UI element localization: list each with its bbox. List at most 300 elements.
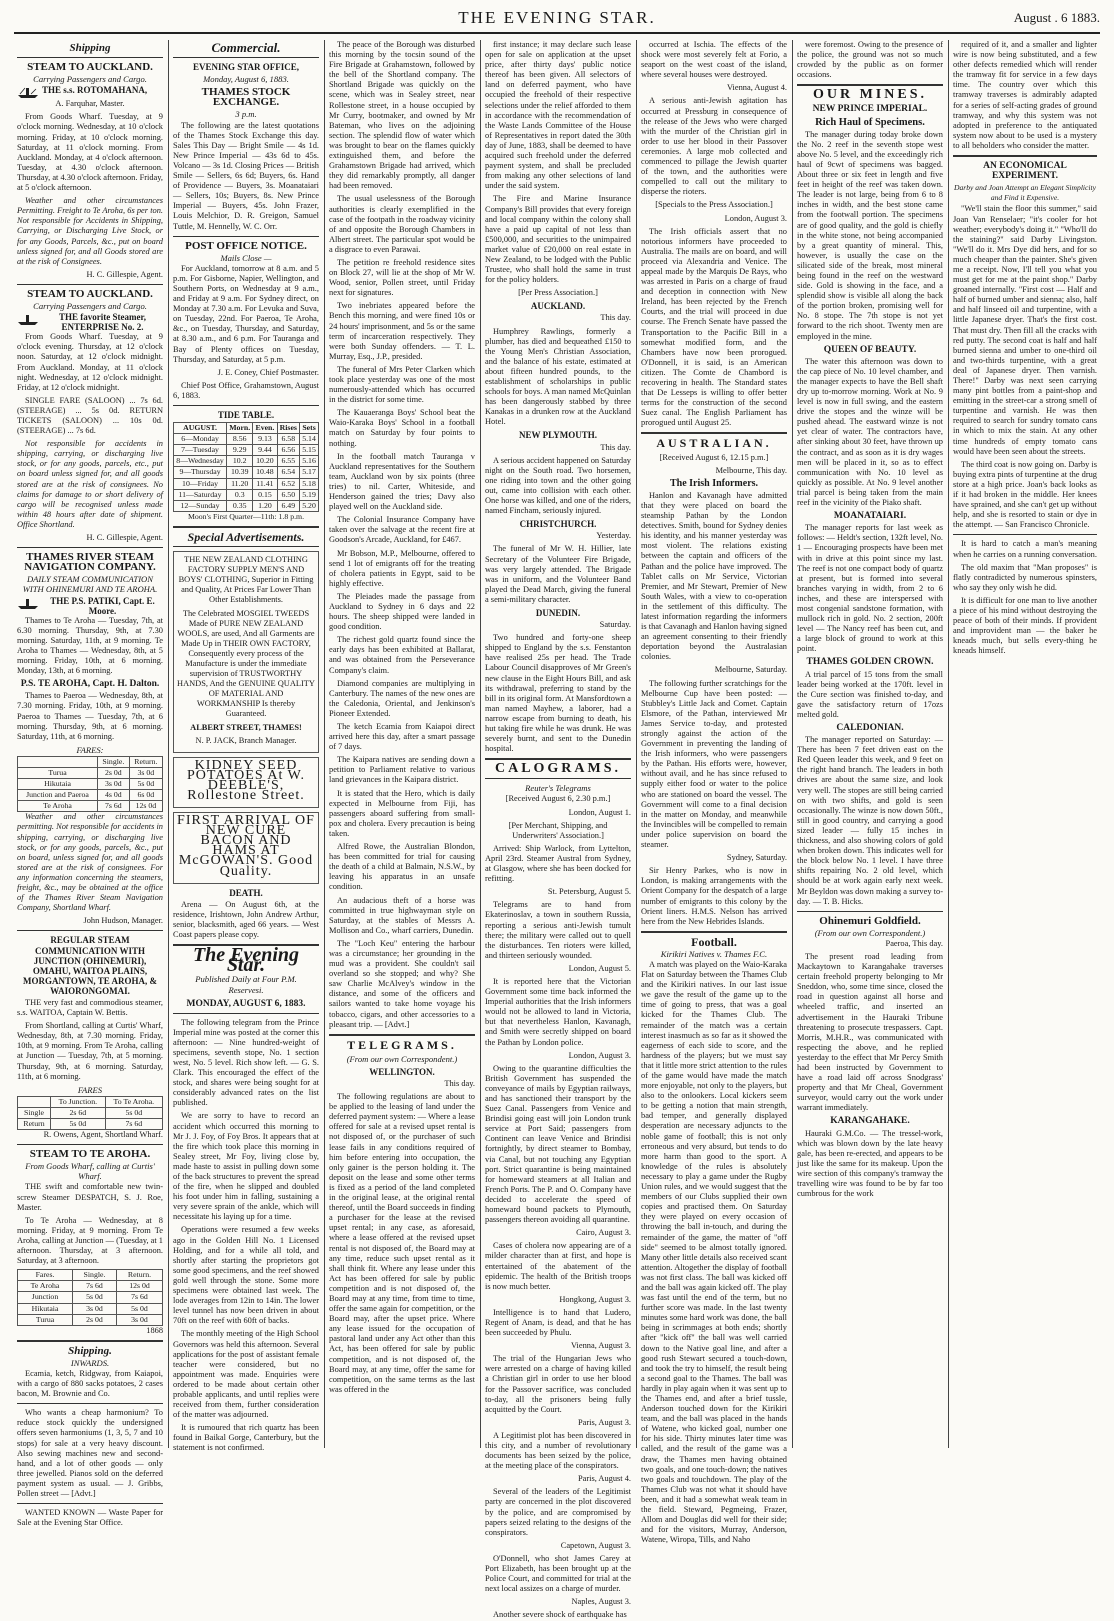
fares-row-cell: 5s 0d [129,779,162,790]
fares-row-cell: 6s 0d [129,790,162,801]
fares-row-cell: 12s 0d [116,1281,162,1292]
goldfield-report: Hauraki G.M.Co. — The tressel-work, which was blown down by the late heavy gale, has been re-erected, and appears to be just like the same for its makeup. Upon the wire section of this company's tramway the travelling wire was found to be by far too cumbrous for the work [797,1128,943,1199]
news-paragraph: Two inebriates appeared before the Bench this morning, and were fined 10s or 24 hours' imprisonment, and 5s or the same term of incarceration respectively. They were both Sunday offenders. — T. L. Murray, Esq., J.P., presided. [329,301,475,361]
fares-row-cell: 5s 0d [116,1303,162,1314]
issue-date: August . 6 1883. [1013,10,1100,25]
football-report: A match was played on the Waio-Karaka Flat on Saturday between the Thames Club and the Kirikiri natives. In our last issue we gave the result of the game up to the time of going to press, that was a goal kicked for the Thames Club. The remainder of the match was a certain interest inasmuch as so far as it showed the eagerness of each side to score, and the hardness of the players; but we must say that it little more strict attention to the rules of the game would have made the match more enjoyable, not only to the players, but also to the onlookers. Local kickers seem to be getting a notion that main strength, bad temper, and generally displayed desperation are necessary adjuncts to the noble game of football; this is not only erroneous and very absurd, but tends to do more harm than good to the sport. A knowledge of the rules is absolutely necessary to play a game under the Rugby Union rules, and we would suggest that the members of our Clubs supplied their own copies and practised them. On Saturday they were played on every occasion of throwing the ball in-touch, and during the remainder of the game, the matter of "off side" seemed to be almost totally ignored. Many other little details also received scant attention. Altogether the display of football was not first class. The ball was kicked off and the ball was again kicked off. The play was fast until the end of the term, but no further score was made. In the last twenty minutes some hard work was done, the ball being in scrimmages at both ends; shortly after "kick off" the ball was well carried down to the Native goal line, and after a good rush Stewart secured a touch-down, and took the try to himself, the result being a second goal to the Thames. The ball was hardly in play again when it was sent up to the Thames end, and after a brief tussle, Anderson touched down for the Kirikiri team, and the ball was placed in the hands of Watene, who kicked goal, number one for his side. Thirty minutes later time was called, and the result of the game was a draw, the Thames men having obtained two goals, and one touch-down; the natives two goals and touchdown. The play of the Thames Club was not what it should have been, and it had a somewhat weak team in the field. Steward, Pegmeing, Frazer, Allom and Douglas did well for their side; and for the visitors, Murray, Anderson, Watene, Wiropa, Tills, and Naho [641,959,787,1545]
tide-row-cell: 0.3 [227,489,253,500]
column-1 [14,40,166,1528]
mine-heading: QUEEN OF BEAUTY. [823,344,917,355]
cable-text: The following further scratchings for the Melbourne Cup have been posted: — Stubbley's Little Jack and Comet. Captain Elsmore, of the Pathan, interviewed Mr James Service to-day, and protested strongly against the action of the Government in preventing the landing of the Irish informers, who were passengers by the Pathan. His efforts were, however, without avail, and he has since refused to supply either food or water to the police who are stationed on board the vessel. The Government will come to a final decision in the matter on Monday, and meanwhile the Invincibles will be compelled to remain under police supervision on board the steamer. [641,678,787,850]
dateline-place: DUNEDIN. [535,607,581,618]
tide-row-cell: 7—Tuesday [174,445,227,456]
received-time: [Received August 6, 2.30 p.m.] [505,794,611,804]
office-date: Monday, August 6, 1883. [203,74,289,85]
paper-nameplate: The Evening Star. [192,944,300,977]
dateline: Hongkong, August 3. [559,1294,631,1304]
news-paragraph: The Pleiades made the passage from Auckland to Sydney in 6 days and 22 hours. The sheep shipped were landed in good condition. [329,591,475,632]
mine-heading: NEW PRINCE IMPERIAL. [812,104,928,115]
tide-row-cell: 12—Sunday [174,500,227,511]
cable-text: Arrived: Ship Warlock, from Lyttelton, April 23rd. Steamer Austral from Sydney, at Glasgow, where she has been docked for refitting. [485,843,631,884]
fares-table [17,1096,163,1130]
football-heading: Football. [691,934,737,949]
death-notice: Arena — On August 6th, at the residence, Irishtown, John Andrew Arthur, senior, blacksmith, aged 66 years. — West Coast papers please copy. [173,899,319,940]
tide-header-row [174,423,319,434]
mine-report: A trial parcel of 15 tons from the small leader being worked at the 170ft. level in the Cure section was finished to-day, and gave the satisfactory return of 17ozs melted gold. [797,669,943,719]
agent: John Hudson, Manager. [83,916,163,926]
tide-row-cell: 10.39 [227,467,253,478]
tide-row-cell: 6.49 [277,500,300,511]
telegram-text: Humphrey Rawlings, formerly a plumber, has died and bequeathed £150 to the Young Men's Christian Association, and the balance of his estate, estimated at about fifteen hundred pounds, to the establishment of scholarships in public schools for boys. A man named McQuinlan has been dangerously stabbed by three Kanakas in a drunken row at the Auckland Hotel. [485,326,631,427]
harmonium-ad: Who wants a cheap harmonium? To reduce stock quickly the undersigned offers seven harmoniums (1, 3, 5, 7 and 10 stops) for sale at a very heavy discount. Also sewing machines new and second-hand, and a lot of other goods — only three jewelled. Pianos sold on the deferred payment system as usual. — J. Gribbs, Pollen street — [Advt.] [17,1408,163,1498]
leader-paragraph: We are sorry to have to record an accident which occurred this morning to Mr J. J. Foy, of Foy Bros. It appears that at the fire which took place this morning in Sealey street, Mr Foy, living close by, made haste to assist in pulling down some of the back structures to prevent the spread of the fire, when he slipped and doubled his foot under him in falling, sustaining a very severe sprain of the ankle, which will necessitate his laying up for a time. [173,1111,319,1222]
ship-name: THE swift and comfortable new twin-screw Steamer DESPATCH, S. J. Roe, Master. [17,1182,163,1212]
tide-row-cell: 9.29 [227,445,253,456]
mosgiel-ad-text: The Celebrated MOSGIEL TWEEDS Made of PURE NEW ZEALAND WOOLS, are used, And all Garments are Made Up in THEIR OWN FACTORY, Consequently every process of the Manufacture is under the immediate supervision of TRUSTWORTHY HANDS, And the GENUINE QUALITY OF MATERIAL AND WORKMANSHIP Is thereby Guaranteed. [177,608,315,719]
tide-row [174,445,319,456]
tide-row-cell: 6.55 [277,456,300,467]
fares-row [18,779,163,790]
telegram-text: The funeral of Mr W. H. Hillier, late Secretary of the Volunteer Fire Brigade, was very largely attended. The Brigade was in uniform, and the Volunteer Band played the Dead March, giving the funeral a semi-military character. [485,544,631,604]
schedule: To Te Aroha — Wednesday, at 8 morning. Friday, at 9 morning. From Te Aroha, calling at Junction — (Tuesday, at 1 afternoon. Thursday, at 3 afternoon. Saturday, at 3 afternoon. [17,1215,163,1266]
fares-row-cell: Turua [18,1314,73,1325]
fares-row-cell: 3s 0d [73,1303,117,1314]
fares-row-cell: Te Aroha [18,1281,73,1292]
football-report: were foremost. Owing to the presence of the police, the ground was not so much crowded by the public as on former occasions. [797,40,943,80]
tide-row-cell: 9.44 [253,445,277,456]
dateline-day: Yesterday. [596,531,631,541]
fares-table [17,756,163,812]
ad-note: Not responsible for accidents in shipping, carrying, or discharging live stock, or for any goods, parcels, etc., put on board unless signed for, and all goods stored are at the risk of consignees. No claims for damage to or short delivery of cargo will be recognised unless made within 48 hours after date of shipment. Office Shortland. [17,439,163,529]
publication-note: Published Daily at Four P.M. [195,974,297,985]
tide-row-cell: 5.15 [300,445,319,456]
ad-title: THAMES RIVER STEAM NAVIGATION COMPANY. [24,551,156,574]
stock-time: 3 p.m. [235,109,257,120]
fares-row-cell: 7s 6d [116,1292,162,1303]
fares-row-cell: 7s 6d [98,801,130,812]
news-paragraph: An audacious theft of a horse was committed in true highwayman style on Saturday, at the stables of Messrs A. Mollison and Co., wharf carriers, Dunedin. [329,895,475,935]
goldfield-report: required of it, and a smaller and lighter wire is now being substituted, and a few other defects remedied which will render the tramway fit for service in a few days time. The country over which this tramway traverses is admirably adapted for a series of self-acting grades of ground tramway, and why this system was not adopted in preference to the antiquated system now about to be used is a mystery to all beholders who consider the matter. [953,40,1097,150]
tide-row-cell: 6.50 [277,489,300,500]
fares-row [18,1096,163,1107]
mine-report: The manager reports for last week as follows: — Heldt's section, 132ft level, No. 1 — Encouraging prospects have been met with in drive at this point since my last. The reef is not one compact body of quartz at present, but is formed into several branches varying in width, from 2 to 6 inches, and these are interspersed with most congenial sandstone formation, with mullock rich in gold. No. 2 section, 200ft level — The Nancy reef has been cut, and a large block of ground to work at this point. [797,523,943,654]
cable-text: A serious anti-Jewish agitation has occurred at Pressburg in consequence of the release of the Jews who were charged with the murder of the Christian girl in order to use her blood in their Passover ceremonies. A large mob collected and commenced to pillage the Jewish quarter of the town, and the authorities were compelled to call out the military to disperse the rioters. [641,96,787,197]
tide-row [174,434,319,445]
cable-text: Another severe shock of earthquake has [493,1610,627,1620]
tide-row [174,500,319,511]
leader-date: MONDAY, AUGUST 6, 1883. [186,998,306,1009]
post-office-place: Chief Post Office, Grahamstown, August 6, 1883. [173,380,319,400]
agent: H. C. Gillespie, Agent. [86,533,163,543]
fares-row-cell: Return. [116,1270,162,1281]
telegram-text: A serious accident happened on Saturday night on the South road. Two horsemen, one riding into town and the other going out, came into collision with each other. One horse was killed, and one of the riders, named Fincham, seriously injured. [485,455,631,516]
dateline-place: CHRISTCHURCH. [519,519,597,530]
death-heading: DEATH. [229,887,263,898]
seed-potatoes-ad [173,757,319,808]
tide-table [173,422,319,512]
column-2 [170,40,322,1453]
news-paragraph: In the football match Tauranga v Auckland representatives for the Southern team, Auckland won by six points (three tries) to nil. Carter, Whiteside, and Henderson gained the tries; Davy also played well on the Auckland side. [329,451,475,512]
cable-text: Intelligence is to hand that Ludero, Regent of Anam, is dead, and that he has been succeeded by Phulu. [485,1307,631,1338]
tide-row-cell: 9.13 [253,434,277,445]
tide-row-cell: 11.20 [227,478,253,489]
irish-informers-heading: The Irish Informers. [669,477,759,489]
telegram-text: Two hundred and forty-one sheep shipped to England by the s.s. Fenstanton have realised 25s per head. The Trade Labour Council disapproves of Mr Green's new clause in the Eight Hours Bill, and ask its withdrawal, preferring to stand by the bill in its original form. At Mansfordtown a man named Mayhew, a laborer, had a narrow escape from burning to death, his hut taking fire while he was drunk. He was severely burnt, and sent to the Dunedin hospital. [485,633,631,754]
post-office-heading: POST OFFICE NOTICE. [185,239,307,252]
fares-row-cell: Te Aroha [18,801,98,812]
tide-row-cell: 6.56 [277,445,300,456]
dateline: Sydney, Saturday. [726,853,787,863]
dateline: Cairo, August 3. [576,1228,631,1238]
fares-row [18,801,163,812]
column-5 [638,40,790,1545]
schedule: Thames to Te Aroha — Tuesday, 7th, at 6.30 morning. Thursday, 9th, at 7.30 morning. Saturday, 11th, at 9 morning. Te Aroha to Thames — Wednesday, 8th, at 5 morning. Friday, 10th, at 6 morning. Monday, 13th, at 6 morning. [17,615,163,676]
special-ads-heading: Special Advertisements. [187,529,305,544]
news-paragraph: Mr Bobson, M.P., Melbourne, offered to send 1 lot of emigrants off for the treating of cholera patients in Egypt, said to be highly effective. [329,548,475,588]
filler-paragraph: It is hard to catch a man's meaning when he carries on a running conversation. [953,539,1097,559]
dateline: St. Petersburg, August 5. [547,887,631,897]
stock-quotations: The following are the latest quotations of the Thames Stock Exchange this day. Sales This Day — Bright Smile — 4s 1d. New Prince Imperial — 43s 6d to 45s. Volcano — 3s 1d. Closing Prices — British Smile — Sellers, 6s 6d; Buyers, 6s. Hand of Providence — Buyers, 3s. Moanataiari — Sellers, 10s; Buyers, 8s. New Prince Imperial — Buyers, 45s. John Frazer, Louis Melchior, D. R. Greigon, Samuel Tuttle, M. Hennelly, W. C. Orr. [173,120,319,231]
fares-row-cell: Single. [98,756,130,767]
fares-row-cell: 5s 0d [73,1292,117,1303]
leader-paragraph: The monthly meeting of the High School Governors was held this afternoon. Several applications for the post of assistant female teacher were considered, but no appointment was made. Enquiries were ordered to be made about certain other probable applicants, and until replies were received from them, further consideration of the matter was adjourned. [173,1329,319,1420]
dateline-place: WELLINGTON. [369,1066,435,1077]
story-text: The third coat is now going on. Darby is buying extra pints of turpentine at the drug store at a high price. Joan's back looks as if it had broken in the middle. Her knees have sprained, and she can't get up without help, and she is resorted to stain or dye in the attempt. — San Francisco Chronicle. [953,459,1097,530]
seed-potatoes-text: KIDNEY SEED POTATOES At W. DEEBLE'S, Rollestone Street. [186,757,306,803]
ad-title: REGULAR STEAM COMMUNICATION WITH JUNCTION (OHINEMURI), OMAHU, WAITOA PLAINS, MORGANTOWN, TE AROHA, & WAIORONGOMAI. [23,935,157,996]
dateline: London, August 3. [724,213,787,223]
dateline: Vienna, August 3. [571,1341,631,1351]
fares-row [18,790,163,801]
fares-heading: FARES: [76,744,104,755]
tide-row-cell: 0.15 [253,489,277,500]
fares-row-cell: 4s 0d [98,790,130,801]
story-heading: AN ECONOMICAL EXPERIMENT. [983,161,1067,182]
columns [14,40,1100,1620]
fares: SINGLE FARE (SALOON) ... 7s 6d. (STEERAGE) ... 5s 0d. RETURN TICKETS (SALOON) ... 10s 0d. (STEERAGE) ... 7s 6d. [17,395,163,436]
dateline: Paris, August 3. [577,1417,631,1427]
fares-row-cell: Hikutaia [18,1303,73,1314]
tide-row-cell: 1.20 [253,500,277,511]
column-3 [326,40,478,1448]
tide-row-cell: 6.58 [277,434,300,445]
ad-title: STEAM TO AUCKLAND. [27,61,153,74]
dateline: Paeroa, This day. [885,938,943,948]
source-note: [Specials to the Press Association.] [655,200,773,210]
tide-header-row-cell: Sets [300,423,319,434]
agent: R. Owens, Agent, Shortland Wharf. [43,1130,163,1140]
commercial-heading: Commercial. [211,40,281,55]
tide-header-row-cell: Morn. [227,423,253,434]
fares-row-cell: 2s 0d [98,768,130,779]
ad-subtitle: Carrying Passengers and Cargo. [33,300,147,311]
fares-row-cell: 7s 6d [105,1119,162,1130]
ad-title: STEAM TO TE AROHA. [29,1148,151,1161]
schedule: From Shortland, calling at Curtis' Wharf, Wednesday, 8th, at 7.30 morning. Friday, 10th, at 9 morning. From Te Aroha, calling at Junction — Tuesday, 7th, at 5 morning. Thursday, 9th, at 6 morning. Saturday, 11th, at 6 morning. [17,1021,163,1081]
filler-paragraph: The old maxim that "Man proposes" is flatly contradicted by numerous spinsters, who say they only wish he did. [953,562,1097,592]
specimens-heading: Rich Haul of Specimens. [815,116,925,128]
fares-row [18,1107,163,1118]
branch-manager: N. P. JACK, Branch Manager. [195,735,297,745]
steamship-icon [17,85,39,99]
fares-row-cell: Single [18,1107,51,1118]
cable-text: Sir Henry Parkes, who is now in London, is making arrangements with the Orient Company for the despatch of a large number of emigrants to this colony by the Orient liners. H.M.S. Nelson has arrived here from the New Hebrides Islands. [641,866,787,926]
tide-row-cell: 5.14 [300,434,319,445]
dateline: Vienna, August 4. [727,83,787,93]
fares-row [18,768,163,779]
newspaper-title: THE EVENING STAR. [458,8,656,27]
fares-row [18,1281,163,1292]
ship-name: THE s.s. ROTOMAHANA, [42,85,148,96]
inwards-text: Ecamia, ketch, Ridgway, from Kaiapoi, with a cargo of 880 sacks potatoes, 2 cases bacon, M. Brownie and Co. [17,1368,163,1399]
fares-table [17,1269,163,1325]
australian-heading: AUSTRALIAN. [656,436,772,451]
tide-header-row-cell: AUGUST. [174,423,227,434]
steamship-icon [17,596,39,610]
fares-row-cell: 2s 6d [51,1107,106,1118]
bacon-text: FIRST ARRIVAL OF NEW CURE BACON AND HAMS AT McGOWAN'S. Good Quality. [177,813,315,879]
received-time: [Received August 6, 12.15 p.m.] [659,452,769,462]
fares-row-cell: Fares. [18,1270,73,1281]
news-paragraph: The richest gold quartz found since the early days has been exhibited at Ballarat, and was obtained from the Perseverance Company's claim. [329,635,475,675]
dateline: London, August 3. [568,1050,631,1060]
mine-heading: KARANGAHAKE. [830,1116,910,1127]
office-line: EVENING STAR OFFICE, [192,62,300,73]
fares-row-cell: 3s 0d [116,1314,162,1325]
press-association: [Per Press Association.] [518,288,598,298]
news-paragraph: Alfred Rowe, the Australian Blondon, has been committed for trial for causing the death of a child at Balmain, N.S.W., by leaving his apparatus in an unsafe condition. [329,842,475,892]
tide-row-cell: 5.18 [300,478,319,489]
schedule: From Goods Wharf. Tuesday, at 9 o'clock morning. Wednesday, at 10 o'clock morning. Friday, at 10 o'clock morning. Saturday, at 11 o'clock morning. From Auckland. Monday, at 4 o'clock afternoon. Tuesday, at 4.30 o'clock afternoon. Thursday, at 4.30 o'clock afternoon. Friday, at 5 o'clock afternoon. [17,112,163,193]
reuters-heading: Reuter's Telegrams [525,783,591,794]
news-paragraph: The peace of the Borough was disturbed this morning by the tocsin sound of the Fire Brigade at Grahamstown, followed by the bell of the Shortland company. The Shortland Brigade was quickly on the scene, which was in Sealey street, near Rollestone street, in a house occupied by Mr Curry, bootmaker, and owned by Mr Bateman, who lives on the adjoining section. The splendid flow of water which was brought to bear on the flames quickly extinguished them, and before the Grahamstown Brigade had arrived, which they did remarkably promptly, all danger had been removed. [329,40,475,191]
fares-row-cell: To Junction. [51,1096,106,1107]
tide-row [174,467,319,478]
bacon-ad [173,812,319,884]
tide-row [174,456,319,467]
column-6 [794,40,946,1448]
tide-row-cell: 9—Thursday [174,467,227,478]
news-paragraph: The Colonial Insurance Company have taken over the salvage at the recent fire at Goodson's Arcade, Auckland, for £467. [329,515,475,545]
schedule: From Goods Wharf. Tuesday, at 9 o'clock evening. Thursday, at 12 o'clock noon. Saturday, at 12 o'clock midnight. From Auckland. Monday, at 11 o'clock night. Wednesday, at 12 o'clock midnight. Friday, at 12 o'clock midnight. [17,332,163,392]
clothing-ad-text: THE NEW ZEALAND CLOTHING FACTORY SUPPLY MEN'S AND BOYS' CLOTHING, Superior in Fitting and Quality, At Prices Far Lower Than Other Establishments. [178,555,314,605]
clothing-factory-ad [173,551,319,753]
tide-row-cell: 10—Friday [174,478,227,489]
goldfield-heading: Ohinemuri Goldfield. [819,914,921,927]
dateline: London, August 5. [568,963,631,973]
cable-text: It is reported here that the Victorian Government some time back informed the Imperial authorities that the Irish informers would not be allowed to land in Victoria, but that nevertheless Hanlon, Kavanagh, and Smith were secretly shipped on board the Pathan by London police. [485,976,631,1047]
cable-text: Owing to the quarantine difficulties the British Government has suspended the conveyance of mails by Egyptian railways, and has sanctioned their transport by the Suez Canal. Passengers from Venice and Brindisi going east will join London trunk service at Port Said; passengers from Continent can leave Venice and Brindisi fortnightly, by direct steamer to Bombay, via Canal, but not touching any Egyptian port. Strict quarantine is being maintained for homeward steamers at all Italian and French Ports. The P. and O. Company have decided to accelerate the speed of homeward bound packets to Plymouth, passengers thereon avoiding all quarantine. [485,1063,631,1225]
ship-name: P.S. TE AROHA, Capt. H. Dalton. [20,679,160,690]
cable-text: occurred at Ischia. The effects of the shock were most severely felt at Forio, a seaport on the west coast of the island, where several houses were destroyed. [641,40,787,80]
dateline-day: Saturday. [599,620,631,630]
shipping-heading: Shipping. [68,1344,112,1357]
tide-row-cell: 6.54 [277,467,300,478]
filler-paragraph: It is difficult for one man to live another a piece of his mind without destroying the peace of both of their minds. If provident and improvident man — the baker he kneads much, but sells every-thing he kneads himself. [953,595,1097,656]
agent: H. C. Gillespie, Agent. [86,269,163,279]
reserved-note: Reservesi. [228,985,264,996]
ship-name: THE P.S. PATIKI, Capt. E. Moore. [50,595,155,616]
fares-row [18,1303,163,1314]
tide-row-cell: 6.52 [277,478,300,489]
correspondent-note: (From our own Correspondent.) [814,927,926,938]
ship-master: A. Farquhar, Master. [55,99,125,109]
news-paragraph: The ketch Ecamia from Kaiapoi direct arrived here this day, after a smart passage of 7 days. [329,722,475,752]
fares-row-cell: 5s 0d [105,1107,162,1118]
ad-note: Weather and other circumstances permitting. Not responsible for accidents in shipping, carrying, or discharging live stock, or for any goods, parcels, &c., put on board, unless signed for, and all goods stored are at the risk of consignees. For any information concerning the steamers, freight, &c., may be obtained at the office of the Thames River Steam Navigation Company, Shortland Wharf. [17,812,163,913]
fares-row [18,1119,163,1130]
tide-table-heading: TIDE TABLE. [217,410,275,420]
news-paragraph: The petition re freehold residence sites on Block 27, will lie at the shop of Mr W. Wood, senior, Pollen street, until Friday next for signatures. [329,257,475,298]
cable-text: Several of the leaders of the Legitimist party are concerned in the plot discovered by the police, and are compromised by papers seized relating to the designs of the conspirators. [485,1487,631,1537]
ad-subtitle: From Goods Wharf, calling at Curtis' Wharf. [25,1161,155,1182]
dateline: Paris, August 4. [577,1474,631,1484]
cable-text: Hanlon and Kavanagh have admitted that they were placed on board the steamship Pathan by the London detectives. Smith, bound for Sydney denies his identity, and his manner yesterday was most violent. The relations existing between the captain and officers of the Pathan and the police have improved. The Tablet calls on Mr Service, Victorian Premier, and Mr Stewart, Premier of New South Wales, with a view to co-operation in the settlement of this difficulty. The latest information regarding the informers is that Cavanagh and Hanlon having signed an agreement consenting to their friendly deportation beyond the Australasian colonies. [641,490,787,662]
news-paragraph: The usual uselessness of the Borough authorities is clearly exemplified in the case of the footpath in the roadway vicinity of and opposite the Borough Chambers in Albert street. The particular spot would be a disgrace to even Parawai. [329,194,475,254]
column-7 [950,40,1100,1448]
mine-heading: CALEDONIAN. [836,723,904,733]
tide-row-cell: 10.20 [253,456,277,467]
moon-note: Moon's First Quarter—11th: 1.8 p.m. [187,511,305,521]
cable-text: O'Donnell, who shot James Carey at Port Elizabeth, has been brought up at the Police Court, and committed for trial at the next local assizes on a charge of murder. [485,1553,631,1594]
fares-row-cell: Turua [18,768,98,779]
tide-row-cell: 5.16 [300,456,319,467]
dateline: Capetown, August 3. [560,1540,631,1550]
tide-row-cell: 0.35 [227,500,253,511]
steamship-icon [17,312,39,326]
news-paragraph: Diamond companies are multiplying in Canterbury. The names of the new ones are the Caledonia, Oriental, and Jenkinson's Pioneer Extended. [329,678,475,718]
fares-row-cell: 3s 0d [129,768,162,779]
masthead [14,6,1100,34]
cable-text: The Irish officials assert that no notorious informers have proceeded to Australia. The mails are on board, and will proceed via Alexandria and Venice. The appeal made by the Marquis De Rays, who was arrested in Paris on a charge of fraud and deception in connection with New Ireland, has been rejected by the French Courts, and the trial will proceed in due course. The French Senate have passed the Transportation to the Pacific Bill in a somewhat modified form, and the Chambers have now been prorogued. O'Donnell, it is said, is an American citizen. The Comte de Chambord is recovering in health. The Standard states that De Lesseps is willing to offer better terms for the construction of the second Suez canal. The English Parliament has prorogued until August 25. [641,226,787,428]
fares-heading: FARES [77,1084,103,1095]
fares-row-cell: 5s 0d [51,1119,106,1130]
ad-subtitle: Carrying Passengers and Cargo. [33,74,147,85]
tide-row-cell: 5.19 [300,489,319,500]
tide-row-cell: 10.48 [253,467,277,478]
fares-row-cell: To Te Aroha. [105,1096,162,1107]
stock-exchange-heading: THAMES STOCK EXCHANGE. [201,86,291,109]
dateline: Naples, August 3. [571,1597,631,1607]
story-text: "We'll stain the floor this summer," said Joan Van Renselaer; "it's cooler for hot weather; everybody's doing it." "Who'll do the staining?" said Darby Livingston. "We'll do it. Mrs Dye did hers, and for so much cheaper than the painter. She's given me a receipt. Now, I'll tell you what you must get for me at the paint shop." Darby groaned internally. "First cost — Half and half of burned umber and sienna; also, half and half linseed oil and turpentine, with a little Japanese dryer. That's the first cost. That must dry. Then fill all the cracks with red putty. The second coat is half and half burned sienna and umber to one-third oil and two-thirds turpentine, with a great deal of Japanese dryer. Then varnish. There!" Darby was next seen carrying many pint bottles from a paint-shop and emitting in the street-car a strong smell of turpentine and varnish. He was then required to search for sundry tomato cans in which to mix the stain. At any other time hundreds of empty tomato cans would have been seen about the streets. [953,204,1097,456]
tide-header-row-cell: Even. [253,423,277,434]
mails-close: Mails Close — [220,252,272,263]
mine-heading: THAMES GOLDEN CROWN. [806,657,934,668]
mine-heading: MOANATAIARI. [833,511,907,522]
fares-row-cell [18,1096,51,1107]
shipping-heading: Shipping [69,42,111,54]
football-match: Kirikiri Natives v. Thames F.C. [660,948,768,959]
cable-text: The trial of the Hungarian Jews who were arrested on a charge of having killed a Christian girl in order to use her blood for the Passover sacrifice, was concluded to-day, all the prisoners being fully acquitted by the Court. [485,1354,631,1414]
fares-row [18,1270,163,1281]
dateline-day: This day. [600,313,631,323]
fares-row-cell: Junction and Paeroa [18,790,98,801]
fares-row-cell: 3s 0d [98,779,130,790]
mine-report: The manager during today broke down the No. 2 reef in the seventh stope west above No. 5 level, and the exceedingly rich haul of 9cwt of specimens was bagged. About three or six feet in length and five feet in height of the reef was taken down. The leader is not large, being from 6 to 8 inches in width, and the best stone came from the footwall portion. The specimens are of good quality, and the gold is chiefly in the white stone, not being accompanied by a great quantity of mineral. This, however, is usually the case on the silicated side of the break, most mineral being found in the reef on the westward side. Gold is showing in the face, and a splendid show is visible all along the back of the portion broken, promising well for No. 8 stope. The 7th stope is not yet forward to the rich shoot. Twenty men are employed in the mine. [797,129,943,341]
source-note: [Per Merchant, Shipping, and Underwriters' Association.] [508,820,608,840]
tide-row-cell: 5.17 [300,467,319,478]
tide-row-cell: 8.56 [227,434,253,445]
albert-street: ALBERT STREET, THAMES! [190,722,302,732]
telegram-text: The following regulations are about to be applied to the leasing of land under the deferred payment system: — Where a lease offered for sale at a revised upset rental is not disposed of, or the purchaser of such lease fails in any conditions required of him before entering into occupation, the only gainer is the person holding it. The deposit on the lease and some other terms is fixed as a period of the land completed in the original lease, at the original rental thereof, until the Board succeeds in finding a purchaser for the lease at the revised upset rental; in any case, as aforesaid, where a lease offered at the revised upset rental is not disposed of, the Board may at any time, reduce such upset rental as it shall think fit. Where any lease under this Act has been offered for sale by public competition and is not disposed of, the Board may at any time, from time to time, offer the same again for competition, or the Board may, after the upset price. Where any lease issued for the occupation of pastoral land under any Act other than this Act, has been offered for sale by public competition, and is not disposed of, the Board may, at any time, offer the same for competition, on the same terms as the last was offered in the [329,1092,475,1394]
calograms-heading: CALOGRAMS. [494,761,622,777]
column-4 [482,40,634,1620]
dateline-day: This day. [444,1079,475,1088]
post-office-text: For Auckland, tomorrow at 8 a.m. and 5 p.m. For Gisborne, Napier, Wellington, and Southern Ports, on Wednesday at 9 a.m., and Friday at 9 a.m. For Sydney direct, on Monday at 7.30 a.m. For Levuka and Suva, on Tuesday, 22nd. For Paeroa, Te Aroha, &c., on Tuesday, Thursday, and Saturday, at 8.30 a.m., and 6 p.m. For Tauranga and Bay of Plenty offices on Tuesday, Thursday, and Saturday, at 5 p.m. [173,263,319,364]
goldfield-report: The present road leading from Mackaytown to Karangahake traverses certain freehold property belonging to Mr Sneddon, who, some time since, closed the road in question against all horse and wheeled traffic, and inserted an advertisement in the Hauraki Tribune threatening to prosecute trespassers. Capt. Morris, M.H.R., was communicated with respecting the above, and he replied yesterday to the effect that Mr Percy Smith had been instructed by Government to have a road laid off across Snodgrass' property and that Mr Cheal, Government surveyor, would carry out the work under warrant immediately. [797,951,943,1113]
fares-row-cell: 7s 6d [73,1281,117,1292]
fares-row [18,1292,163,1303]
mine-report: The manager reported on Saturday: — There has been 7 feet driven east on the Red Queen leader this week, and 9 feet on the right hand branch. The leaders in both drives are about the same size, and look very well. The stopes are still being carried on with two shifts, and gold is seen occasionally. The winze is now down 50ft., still in good country, and carrying a good sized leader — fully 15 inches in thickness, and also showing colors of gold when broken down. This indicates well for the block below No. 1 level. I have three shifts repairing No. 2 old level, which should be at work again early next week. Mr Beyldon was down making a survey to-day. — T. B. Hicks. [797,735,943,906]
ship-name: THE favorite Steamer, ENTERPRISE No. 2. [59,312,146,333]
telegram-text: The Fire and Marine Insurance Company's Bill provides that every foreign and local company within the colony shall have a paid up capital of not less than £500,000, and securities to the unimpaired market value of £20,000 on real estate in New Zealand, to be lodged with the Public Trustee, who shall hold the same in trust for the policy holders. [485,194,631,285]
fares-row-cell: 2s 0d [73,1314,117,1325]
inwards-heading: INWARDS. [70,1357,110,1368]
news-paragraph: The funeral of Mrs Peter Clarken which took place yesterday was one of the most numerously-attended which has occurred in the district for some time. [329,364,475,405]
dateline: London, August 1. [568,807,631,817]
fares-row [18,1314,163,1325]
telegrams-subheading: (From our own Correspondent.) [346,1053,458,1064]
dateline-day: This day. [600,442,631,452]
dateline: Melbourne, Saturday. [714,665,787,675]
tide-row-cell: 8—Wednesday [174,456,227,467]
telegrams-heading: TELEGRAMS. [347,1037,457,1052]
tide-row [174,489,319,500]
wanted-ad: WANTED KNOWN — Waste Paper for Sale at the Evening Star Office. [17,1508,163,1528]
our-mines-heading: OUR MINES. [812,87,927,103]
fares-row [18,756,163,767]
fares-row-cell: Hikutaia [18,779,98,790]
ad-subtitle: DAILY STEAM COMMUNICATION WITH OHINEMURI AND TE AROHA. [22,574,158,595]
cable-text: A Legitimist plot has been discovered in this city, and a number of revolutionary documents has been seized by the police, at the meeting place of the conspirators. [485,1430,631,1471]
tide-row-cell: 6—Monday [174,434,227,445]
tide-header-row-cell: Rises [277,423,300,434]
fares-row-cell: 12s 0d [129,801,162,812]
fares-row-cell: Return [18,1119,51,1130]
news-paragraph: The "Loch Keu" entering the harbour was a circumstance; her grounding in the mud was a provident. She couldn't sail overland so she stopped; and why? She saw Charlie McAlvey's window in the distance, and some of the officers and sailors wanted to take home voyage his tobacco, cigars, and other accessories to a pleasant trip. — [Advt.] [329,938,475,1029]
tide-row-cell: 11—Saturday [174,489,227,500]
leader-paragraph: The following telegram from the Prince Imperial mine was posted at the corner this afternoon: — Nine hundred-weight of specimens, seventh stope, No. 1 section west, No. 5 level. Rich show left. — G. S. Clark. This encouraged the effect of the stock, and shares were being sought for at considerably advanced rates on the list published. [173,1017,319,1108]
fares-row-cell: Junction [18,1292,73,1303]
mine-report: The water this afternoon was down to the cap piece of No. 10 level chamber, and the manager expects to have the Bell shaft dry up to-morrow morning. Work at No. 9 level is now in full swing, and the eastern drive the stopes and the winze will be pushed ahead. The eastward winze is not yet clear of water. The contractors have, after sinking about 30 feet, have thrown up the contract, and as soon as it is dry wages men will be placed in it, so as to effect communication with No. 10 level as quickly as possible. At No. 9 level another trial parcel is being taken from the main reef in the vicinity of the Piako shaft. [797,356,943,508]
cable-text: Telegrams are to hand from Ekaterinoslav, a town in southern Russia, reporting a serious anti-Jewish tumult there; the military were called out to quell the disturbances. Ten rioters were killed, and thirteen seriously wounded. [485,900,631,960]
ad-title: STEAM TO AUCKLAND. [27,287,153,300]
news-paragraph: It is stated that the Hero, which is daily expected in Melbourne from Fiji, has passengers aboard suffering from small-pox and cholera. Every precaution is being taken. [329,788,475,838]
ad-note: Weather and other circumstances Permitting. Freight to Te Aroha, 6s per ton. Not responsible for Accidents in Shipping, Carrying, or Discharging Live Stock, or for any Goods, Parcels, &c., put on board unless signed for, and all Goods stored are at the risk of Consignees. [17,196,163,266]
fares-row-cell [18,756,98,767]
tide-row-cell: 5.20 [300,500,319,511]
tide-row-cell: 11.41 [253,478,277,489]
year-mark: 1868 [146,1325,163,1335]
tide-row [174,478,319,489]
fares-row-cell: Return. [129,756,162,767]
dateline: Melbourne, This day. [715,465,787,475]
schedule: Thames to Paeroa — Wednesday, 8th, at 7.30 morning. Friday, 10th, at 9 morning. Paeroa to Thames — Tuesday, 7th, at 6 morning. Thursday, 9th, at 6 morning. Saturday, 11th, at 6 morning. [17,691,163,741]
cable-text: Cases of cholera now appearing are of a milder character than at first, and hope is entertained of the abatement of the epidemic. The health of the British troops is now much better. [485,1241,631,1291]
leader-paragraph: Operations were resumed a few weeks ago in the Golden Hill No. 1 Licensed Holding, and for a while all told, and shortly after starting the proprietors got some good specimens, and the reef showed gold well through the stone. Some more specimens were obtained last week. The lode averages from 12in to 14in. The lower level tunnel has now been driven in about 70ft on the reef with 60ft of backs. [173,1225,319,1326]
leader-paragraph: It is rumoured that rich quartz has been found in Baikal Gorge, Canterbury, but the statement is not confirmed. [173,1423,319,1453]
dateline-place: NEW PLYMOUTH. [518,430,597,441]
story-subheading: Darby and Joan Attempt an Elegant Simplicity and Find it Expensive. [953,183,1096,203]
fares-row-cell: Single. [73,1270,117,1281]
tide-row-cell: 10.2 [227,456,253,467]
postmaster: J. E. Coney, Chief Postmaster. [217,367,319,377]
dateline-place: AUCKLAND. [530,301,586,312]
news-paragraph: The Kauaeranga Boys' School beat the Waio-Karaka Boys' School in a football match on Saturday by four points to nothing. [329,408,475,448]
ship-name: THE very fast and commodious steamer, s.s. WAITOA, Captain W. Bettis. [17,997,163,1018]
news-paragraph: The Kaipara natives are sending down a petition to Parliament relative to various land grievances in the Kaipara district. [329,755,475,785]
telegram-text: first instance; it may declare such lease open for sale on application at the upset price, after thirty days' public notice thereof has been given. All selectors of land on deferred payment, who have occupied the freehold of their respective selections under the relief afforded to them in accordance with the recommendation of the Waste Lands Committee of the House of Representatives in report dated the 30th day of June, 1883, shall be deemed to have acquired such freehold under the deferred payment system, and shall be precluded from making any other selections of land under the said system. [485,40,631,191]
